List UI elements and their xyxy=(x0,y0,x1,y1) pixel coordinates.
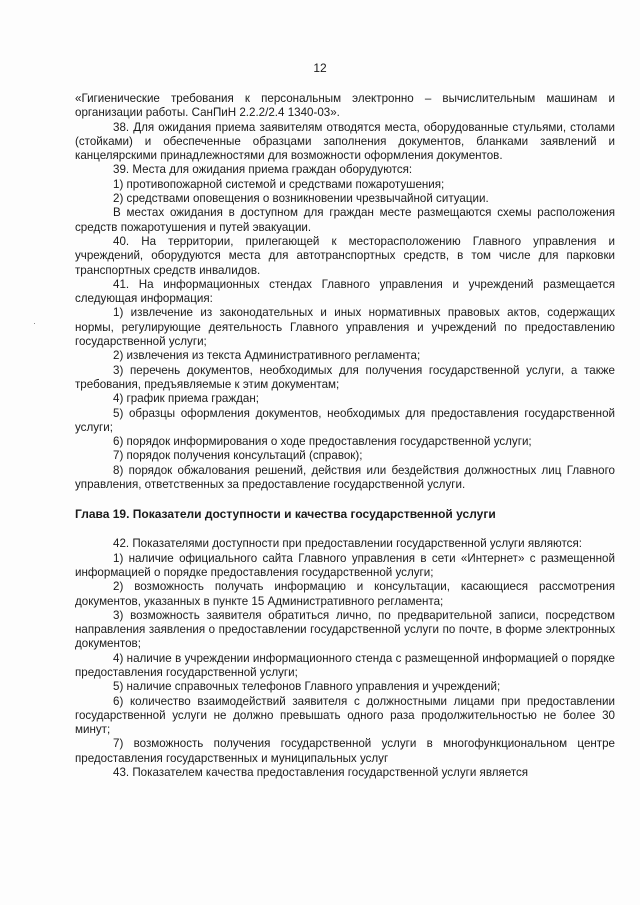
list-item: 3) перечень документов, необходимых для получения государственной услуги, а также требования, предъявляемые к этим документам; xyxy=(75,363,615,391)
margin-mark: · xyxy=(33,318,36,328)
list-item: 4) график приема граждан; xyxy=(113,392,259,406)
list-item: 8) порядок обжалования решений, действия или бездействия должностных лиц Главного управления, ответственных за предоставление государственной услуги. xyxy=(75,463,615,492)
list-item: 1) извлечение из законодательных и иных нормативных правовых актов, содержащих нормы, регулирующие деятельность Главного управления и учреждений по предоставлению государственной услуги; xyxy=(75,306,615,349)
list-item: 2) извлечения из текста Административного регламента; xyxy=(113,349,421,363)
paragraph: 43. Показателем качества предоставления государственной услуги является xyxy=(113,766,529,780)
paragraph: 38. Для ожидания приема заявителям отводятся места, оборудованные стульями, столами (стойками) и обеспеченные образцами заполнения документов, бланками заявлений и канцелярскими принадлежностями для возможности оформления документов. xyxy=(75,120,615,163)
paragraph: 40. На территории, прилегающей к месторасположению Главного управления и учреждений, оборудуются места для автотранспортных средств, в том числе для парковки транспортных средств инвалидов. xyxy=(75,234,615,277)
list-item: 5) образцы оформления документов, необходимых для предоставления государственной услуги; xyxy=(75,406,615,434)
paragraph: 39. Места для ожидания приема граждан оборудуются: xyxy=(113,163,413,177)
spacer xyxy=(75,492,615,507)
page-number: 12 xyxy=(313,61,327,75)
list-item: 6) порядок информирования о ходе предоставления государственной услуги; xyxy=(113,435,532,449)
list-item: 2) возможность получать информацию и консультации, касающиеся рассмотрения документов, указанных в пункте 15 Административного регламента; xyxy=(75,580,615,608)
list-item: 7) порядок получения консультаций (справок); xyxy=(113,449,363,463)
list-item: 2) средствами оповещения о возникновении чрезвычайной ситуации. xyxy=(113,192,489,206)
paragraph: В местах ожидания в доступном для граждан месте размещаются схемы расположения средств пожаротушения и путей эвакуации. xyxy=(75,206,615,234)
list-item: 7) возможность получения государственной услуги в многофункциональном центре предоставления государственных и муниципальных услуг xyxy=(75,737,615,765)
chapter-heading: Глава 19. Показатели доступности и качества государственной услуги xyxy=(75,507,496,522)
document-body xyxy=(75,92,615,780)
paragraph: 42. Показателями доступности при предоставлении государственной услуги являются: xyxy=(113,537,582,551)
paragraph: «Гигиенические требования к персональным электронно – вычислительным машинам и организации работы. СанПиН 2.2.2/2.4 1340-03». xyxy=(75,92,615,120)
list-item: 4) наличие в учреждении информационного стенда с размещенной информацией о порядке предоставления государственной услуги; xyxy=(75,651,615,679)
list-item: 1) противопожарной системой и средствами пожаротушения; xyxy=(113,177,445,191)
list-item: 1) наличие официального сайта Главного управления в сети «Интернет» с размещенной информацией о порядке предоставления государственной услуги; xyxy=(75,551,615,579)
list-item: 5) наличие справочных телефонов Главного управления и учреждений; xyxy=(113,680,501,694)
spacer xyxy=(75,522,615,537)
paragraph: 41. На информационных стендах Главного управления и учреждений размещается следующая информация: xyxy=(75,277,615,306)
list-item: 6) количество взаимодействий заявителя с должностными лицами при предоставлении государственной услуги не должно превышать одного раза продолжительностью не более 30 минут; xyxy=(75,694,615,737)
list-item: 3) возможность заявителя обратиться лично, по предварительной записи, посредством направления заявления о предоставлении государственной услуги по почте, в форме электронных документов; xyxy=(75,608,615,651)
